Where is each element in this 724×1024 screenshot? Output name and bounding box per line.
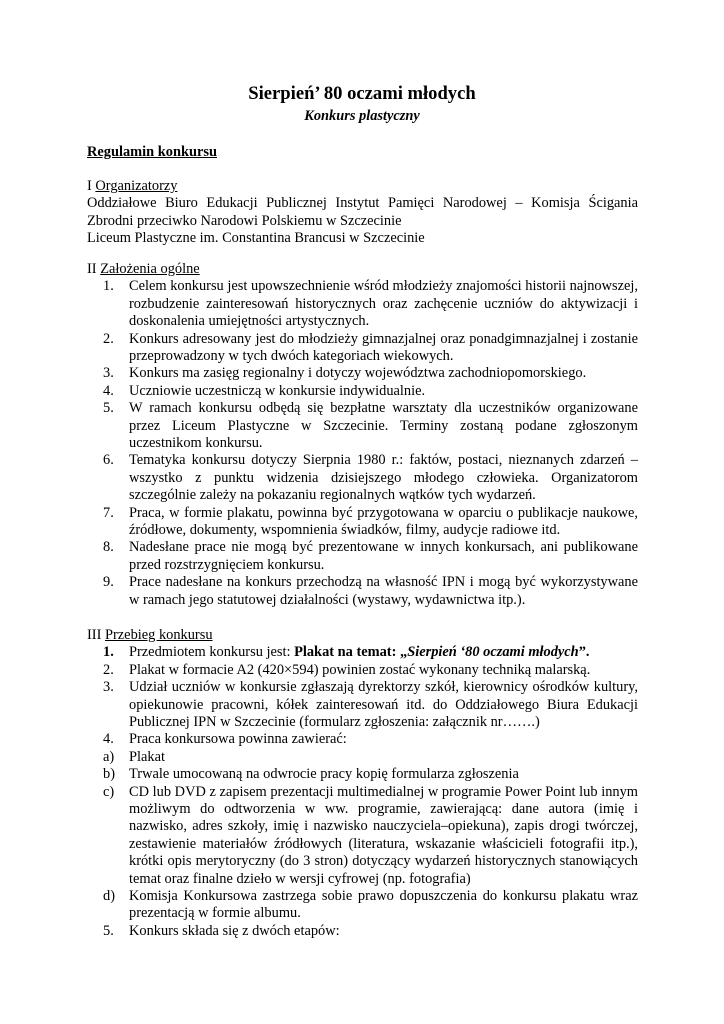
section-number: I [87,178,92,194]
item-number: 1. [103,278,114,295]
section-title: Przebieg konkursu [105,627,213,643]
item-number: 5. [103,922,114,939]
item-text: Konkurs ma zasięg regionalny i dotyczy województwa zachodniopomorskiego. [129,365,587,382]
list-item [87,365,638,382]
item-text: Trwale umocowaną na odwrocie pracy kopię formularza zgłoszenia [129,766,519,783]
item-text: W ramach konkursu odbędą się bezpłatne warsztaty dla uczestników organizowane przez Liceum Plastyczne w Szczecinie. Terminy zostaną podane zgłoszonym uczestnikom konkursu. [129,400,638,452]
item-number: a) [103,748,115,765]
item-number: d) [103,888,115,905]
list-item [87,452,638,504]
organizer-line: Oddziałowe Biuro Edukacji Publicznej Instytut Pamięci Narodowej – Komisja Ścigania Zbrodni przeciwko Narodowi Polskiemu w Szczecinie [87,195,638,229]
item-prefix: Przedmiotem konkursu jest: [129,644,295,661]
list-item [87,383,638,400]
section-title: Założenia ogólne [100,261,200,277]
list-item [87,888,638,923]
item-number: 3. [103,365,114,382]
item-text [129,644,638,661]
item-number: c) [103,783,115,800]
item-text: Praca, w formie plakatu, powinna być przygotowana w oparciu o publikacje naukowe, źródłowe, dokumenty, wspomnienia świadków, filmy, audycje radiowe itd. [129,504,638,539]
list-item [87,505,638,540]
item-number: 3. [103,679,114,696]
section-heading [87,178,638,195]
item-text: Praca konkursowa powinna zawierać: [129,731,347,748]
item-text: Konkurs składa się z dwóch etapów: [129,922,340,939]
list-item [87,400,638,452]
contest-topic: Sierpień ‘80 oczami młodych [407,644,579,661]
list-item [87,731,638,748]
section-title: Organizatorzy [95,178,178,194]
procedure-list [87,644,638,940]
item-number: 9. [103,574,114,591]
item-text: Tematyka konkursu dotyczy Sierpnia 1980 r.: faktów, postaci, nieznanych zdarzeń – wszystko z punktu widzenia dzisiejszego młodego człowieka. Organizatorom szczególnie zależy na pokazaniu regionalnych wątków tych wydarzeń. [129,452,638,504]
organizer-line: Liceum Plastyczne im. Constantina Brancusi w Szczecinie [87,230,425,247]
list-item [87,331,638,366]
item-number: 1. [103,644,114,661]
document-title: Sierpień’ 80 oczami młodych [248,83,476,104]
section-number: II [87,261,97,277]
list-item [87,644,638,661]
item-number: 7. [103,504,114,521]
list-item [87,923,638,940]
list-item [87,662,638,679]
item-number: 6. [103,452,114,469]
list-item [87,278,638,330]
item-number: 2. [103,661,114,678]
item-number: 4. [103,382,114,399]
section-number: III [87,627,102,643]
document-subtitle: Konkurs plastyczny [304,108,420,124]
section-przebieg [87,627,638,940]
section-heading [87,261,638,278]
list-item [87,749,638,766]
regulamin-heading: Regulamin konkursu [87,144,217,160]
section-heading [87,627,638,644]
list-item [87,574,638,609]
item-text: Uczniowie uczestniczą w konkursie indywidualnie. [129,382,426,399]
item-text: Celem konkursu jest upowszechnienie wśród młodzieży znajomości historii najnowszej, rozbudzenie zainteresowań historycznych oraz zachęcenie uczniów do aktywizacji i doskonalenia umiejętności artystycznych. [129,278,638,330]
rules-list [87,278,638,609]
item-number: b) [103,766,115,783]
list-item [87,679,638,731]
item-text: Udział uczniów w konkursie zgłaszają dyrektorzy szkół, kierownicy ośrodków kultury, opiekunowie pracowni, kółek zainteresowań itd. do Oddziałowego Biura Edukacji Publicznej IPN w Szczecinie (formularz zgłoszenia: załącznik nr…….) [129,679,638,731]
section-zalozenia [87,261,638,609]
item-number: 5. [103,400,114,417]
item-number: 2. [103,330,114,347]
item-number: 4. [103,731,114,748]
item-text: Komisja Konkursowa zastrzega sobie prawo dopuszczenia do konkursu plakatu wraz prezentacją w formie albumu. [129,888,638,922]
section-organizatorzy [87,178,638,248]
quote-open: „ [400,644,408,661]
item-text: CD lub DVD z zapisem prezentacji multimedialnej w programie Power Point lub innym możliwym do odtworzenia w ww. programie, zawierającą: dane autora (imię i nazwisko, adres szkoły, imię i nazwisko nauczyciela–opiekuna), zapis drogi twórczej, zestawienie materiałów źródłowych (literatura, wskazanie właścicieli fotografii itp.), krótki opis merytoryczny (do 3 stron) dotyczący wydarzeń historycznych stanowiących temat oraz finalne dzieło w wersji cyfrowej (np. fotografia) [129,783,638,887]
list-item [87,784,638,888]
item-text: Prace nadesłane na konkurs przechodzą na własność IPN i mogą być wykorzystywane w ramach jego statutowej działalności (wystawy, wydawnictwa itp.). [129,574,638,608]
quote-close: ”. [578,644,590,661]
item-text: Konkurs adresowany jest do młodzieży gimnazjalnej oraz ponadgimnazjalnej i zostanie przeprowadzony w tych dwóch kategoriach wiekowych. [129,330,638,365]
item-number: 8. [103,539,114,556]
item-text: Nadesłane prace nie mogą być prezentowane w innych konkursach, ani publikowane przed rozstrzygnięciem konkursu. [129,539,638,573]
item-bold: Plakat na temat: [294,644,400,661]
item-text: Plakat w formacie A2 (420×594) powinien zostać wykonany techniką malarską. [129,661,591,678]
list-item [87,539,638,574]
item-text: Plakat [129,748,165,765]
list-item [87,766,638,783]
